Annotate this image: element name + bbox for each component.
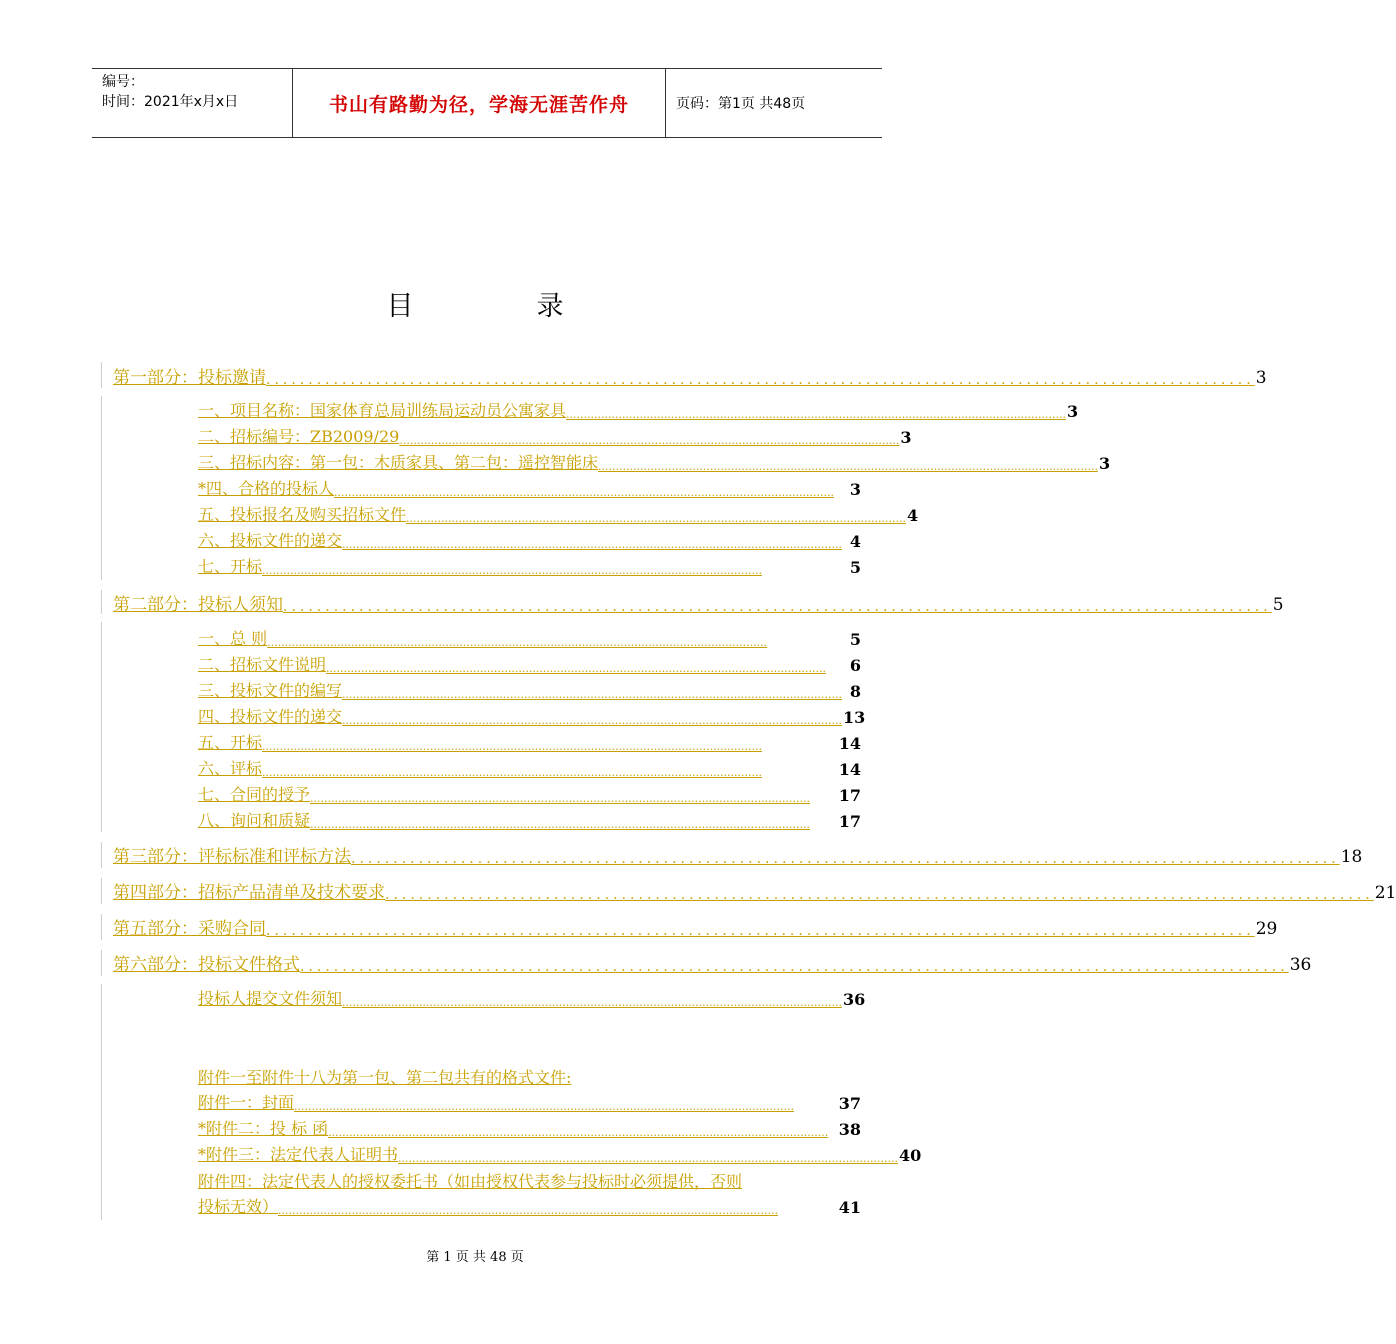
toc-entry-part6[interactable]: 第六部分：投标文件格式 ..................................................................................................................... 36	[113, 955, 1312, 975]
toc-entry[interactable]: 七、开标 ............................................................................................................................................... 5	[198, 557, 861, 577]
toc-entry[interactable]: 七、合同的授予 ............................................................................................................................................... 17	[198, 785, 861, 805]
toc-entry[interactable]: 二、招标编号：ZB2009/29 ............................................................................................................................................... 3	[198, 427, 912, 447]
toc-entry[interactable]: *附件三：法定代表人证明书 ............................................................................................................................................... 40	[198, 1145, 922, 1165]
toc-entry-part2[interactable]: 第二部分：投标人须知 ..................................................................................................................... 5	[113, 595, 1284, 615]
page-info: 页码：第1页 共48页	[676, 96, 806, 112]
toc-entry-part5[interactable]: 第五部分：采购合同 ..................................................................................................................... 29	[113, 919, 1278, 939]
section-bar	[101, 950, 102, 976]
toc-entry[interactable]: *四、合格的投标人 ............................................................................................................................................... 3	[198, 479, 861, 499]
toc-entry[interactable]: 一、总 则 ............................................................................................................................................... 5	[198, 629, 861, 649]
toc-entry[interactable]: 二、招标文件说明 ............................................................................................................................................... 6	[198, 655, 861, 675]
toc-entry[interactable]: 六、投标文件的递交 ............................................................................................................................................... 4	[198, 531, 861, 551]
toc-entry[interactable]: 投标人提交文件须知 ............................................................................................................................................... 36	[198, 989, 866, 1009]
attachments-intro[interactable]: 附件一至附件十八为第一包、第二包共有的格式文件:	[198, 1068, 572, 1087]
section-bar	[101, 914, 102, 940]
section-bar	[101, 590, 102, 614]
toc-entry-part3[interactable]: 第三部分：评标标准和评标方法 ..................................................................................................................... 18	[113, 847, 1363, 867]
toc-entry[interactable]: 投标无效） ............................................................................................................................................... 41	[198, 1197, 861, 1217]
section-bar	[101, 622, 102, 832]
toc-entry[interactable]: 三、投标文件的编写 ............................................................................................................................................... 8	[198, 681, 861, 701]
toc-entry[interactable]: 四、投标文件的递交 ............................................................................................................................................... 13	[198, 707, 866, 727]
toc-entry[interactable]: 三、招标内容：第一包：木质家具、第二包：遥控智能床 ............................................................................................................................................... 3	[198, 453, 1111, 473]
toc-entry[interactable]: 五、开标 ............................................................................................................................................... 14	[198, 733, 861, 753]
attachment4-line1[interactable]: 附件四：法定代表人的授权委托书（如由授权代表参与投标时必须提供，否则	[198, 1172, 743, 1191]
toc-entry[interactable]: 八、询问和质疑 ............................................................................................................................................... 17	[198, 811, 861, 831]
toc-entry[interactable]: 一、项目名称：国家体育总局训练局运动员公寓家具 ............................................................................................................................................... 3	[198, 401, 1079, 421]
toc-entry[interactable]: 六、评标 ............................................................................................................................................... 14	[198, 759, 861, 779]
section-bar	[101, 362, 102, 388]
section-bar	[101, 396, 102, 580]
motto-text: 书山有路勤为径，学海无涯苦作舟	[328, 93, 629, 116]
section-bar	[101, 842, 102, 868]
toc-entry-part1[interactable]: 第一部分：投标邀请 ..................................................................................................................... 3	[113, 368, 1267, 388]
toc-entry-part4[interactable]: 第四部分：招标产品清单及技术要求 ..................................................................................................................... 21	[113, 883, 1396, 903]
code-label: 编号：	[102, 74, 144, 90]
header-motto-cell	[293, 69, 666, 137]
header-page-cell	[666, 69, 882, 137]
page-header	[92, 68, 882, 138]
document-title: 目 录	[386, 291, 612, 322]
section-bar	[101, 878, 102, 904]
toc-entry[interactable]: *附件二：投 标 函 ............................................................................................................................................... 38	[198, 1119, 861, 1139]
section-bar	[101, 984, 102, 1220]
toc-entry[interactable]: 五、投标报名及购买招标文件 ............................................................................................................................................... 4	[198, 505, 919, 525]
page-footer: 第 1 页 共 48 页	[426, 1250, 524, 1265]
time-label: 时间：2021年x月x日	[102, 94, 239, 110]
toc-entry[interactable]: 附件一：封面 ............................................................................................................................................... 37	[198, 1093, 861, 1113]
header-meta-cell	[92, 69, 293, 137]
